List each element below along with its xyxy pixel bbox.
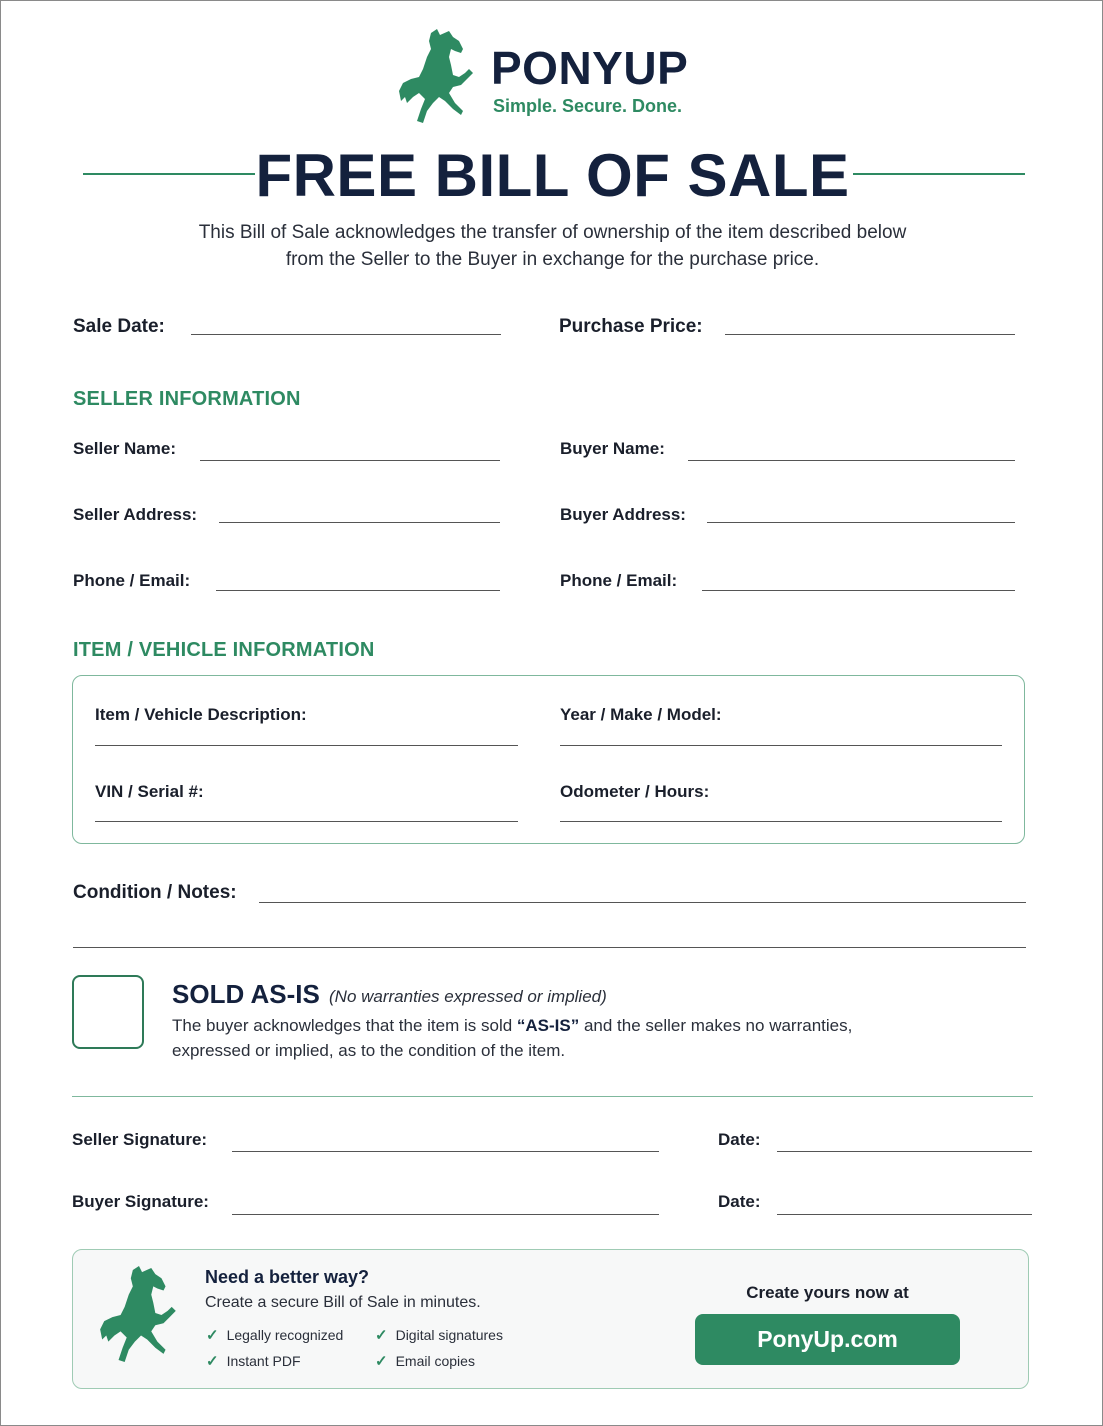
item-section-heading: ITEM / VEHICLE INFORMATION	[73, 639, 375, 661]
seller-address-label: Seller Address:	[73, 505, 198, 524]
promo-heading: Need a better way?	[205, 1267, 370, 1287]
buyer-address-label: Buyer Address:	[560, 505, 686, 524]
seller-signature-field[interactable]	[232, 1151, 659, 1152]
seller-contact-label: Phone / Email:	[73, 571, 191, 590]
odometer-label: Odometer / Hours:	[560, 782, 710, 801]
buyer-date-field[interactable]	[777, 1214, 1032, 1215]
checkmark-icon: ✓	[206, 1353, 219, 1370]
seller-contact-field[interactable]	[216, 590, 500, 591]
feature-item: ✓ Legally recognized	[206, 1327, 344, 1344]
checkmark-icon: ✓	[375, 1327, 388, 1344]
odometer-field[interactable]	[560, 821, 1002, 822]
rearing-horse-icon	[94, 1261, 186, 1367]
ponyup-link-button[interactable]: PonyUp.com	[695, 1314, 960, 1365]
buyer-signature-field[interactable]	[232, 1214, 659, 1215]
as-is-body-line-1: The buyer acknowledges that the item is sold “AS-IS” and the seller makes no warranties,	[172, 1016, 853, 1035]
checkmark-icon: ✓	[206, 1327, 219, 1344]
seller-date-label: Date:	[718, 1130, 761, 1149]
seller-name-label: Seller Name:	[73, 439, 176, 458]
cta-label: Create yours now at	[746, 1283, 909, 1302]
seller-address-field[interactable]	[219, 522, 500, 523]
buyer-name-field[interactable]	[688, 460, 1015, 461]
vin-label: VIN / Serial #:	[95, 782, 204, 801]
document-title: FREE BILL OF SALE	[255, 142, 850, 209]
checkmark-icon: ✓	[375, 1353, 388, 1370]
seller-name-field[interactable]	[200, 460, 500, 461]
intro-line-2: from the Seller to the Buyer in exchange for the purchase price.	[285, 249, 820, 270]
item-description-field[interactable]	[95, 745, 518, 746]
buyer-contact-field[interactable]	[702, 590, 1015, 591]
rearing-horse-icon	[393, 27, 483, 125]
seller-signature-label: Seller Signature:	[72, 1130, 208, 1149]
purchase-price-field[interactable]	[725, 334, 1015, 335]
buyer-signature-label: Buyer Signature:	[72, 1192, 209, 1211]
as-is-subtitle: (No warranties expressed or implied)	[329, 987, 607, 1006]
feature-item: ✓ Digital signatures	[375, 1327, 503, 1344]
brand-tagline: Simple. Secure. Done.	[493, 96, 683, 116]
seller-section-heading: SELLER INFORMATION	[73, 388, 301, 410]
item-info-box	[72, 675, 1025, 844]
year-make-model-label: Year / Make / Model:	[560, 705, 722, 724]
intro-line-1: This Bill of Sale acknowledges the transfer of ownership of the item described below	[198, 222, 907, 243]
purchase-price-label: Purchase Price:	[559, 316, 703, 337]
item-description-label: Item / Vehicle Description:	[95, 705, 307, 724]
feature-item: ✓ Email copies	[375, 1353, 475, 1370]
buyer-date-label: Date:	[718, 1192, 761, 1211]
sale-date-field[interactable]	[191, 334, 501, 335]
condition-field-line-2[interactable]	[73, 947, 1026, 948]
seller-date-field[interactable]	[777, 1151, 1032, 1152]
brand-name: PONYUP	[491, 42, 689, 94]
buyer-name-label: Buyer Name:	[560, 439, 665, 458]
feature-item: ✓ Instant PDF	[206, 1353, 301, 1370]
buyer-contact-label: Phone / Email:	[560, 571, 678, 590]
promo-subheading: Create a secure Bill of Sale in minutes.	[205, 1294, 481, 1311]
condition-field-line-1[interactable]	[259, 902, 1026, 903]
buyer-address-field[interactable]	[707, 522, 1015, 523]
year-make-model-field[interactable]	[560, 745, 1002, 746]
vin-field[interactable]	[95, 821, 518, 822]
condition-label: Condition / Notes:	[73, 882, 237, 903]
as-is-title: SOLD AS-IS	[172, 979, 320, 1009]
as-is-body-line-2: expressed or implied, as to the condition of the item.	[172, 1041, 566, 1060]
section-divider	[72, 1096, 1033, 1097]
sale-date-label: Sale Date:	[73, 316, 165, 337]
as-is-checkbox[interactable]	[72, 975, 144, 1049]
